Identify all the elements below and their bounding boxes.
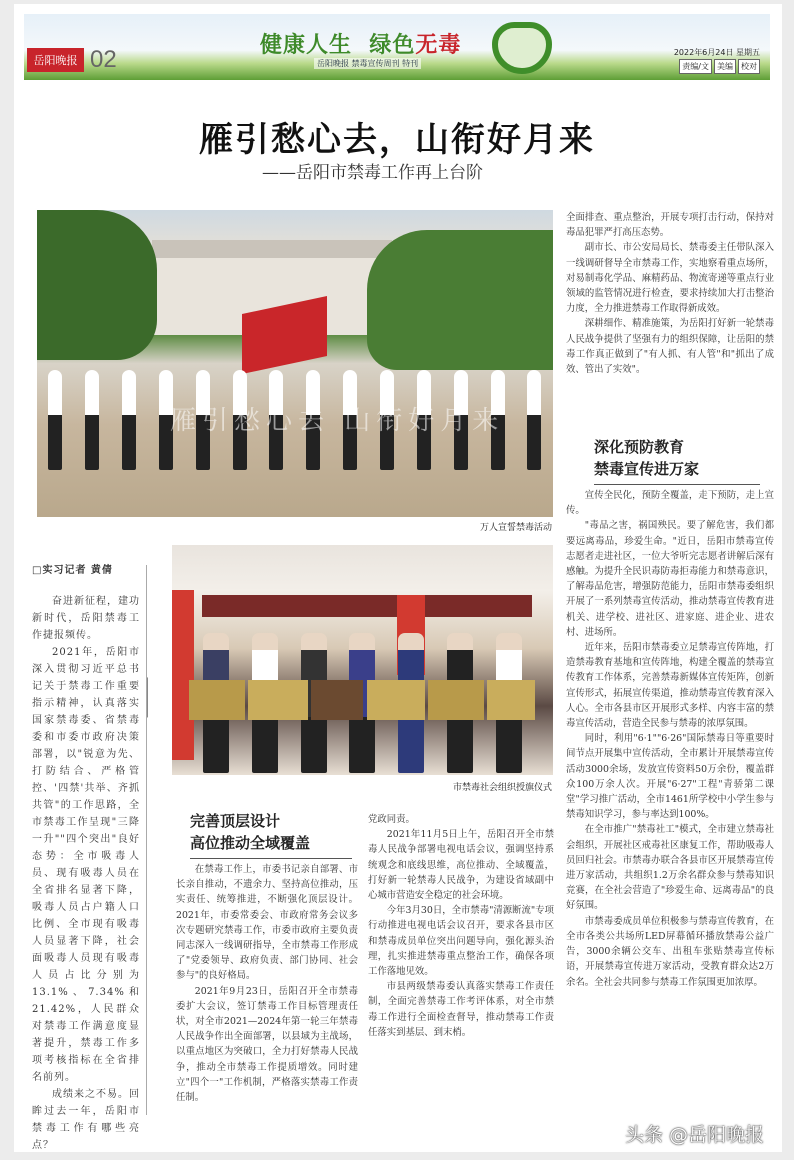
header-banner bbox=[24, 14, 770, 80]
paragraph: 市县两级禁毒委认真落实禁毒工作责任制，全面完善禁毒工作考评体系，对全市禁毒工作进行全面检查督导，推动禁毒工作责任落实到基层、到末梢。 bbox=[368, 981, 554, 1038]
sub-slogan: 岳阳晚报 禁毒宣传周刊 特刊 bbox=[314, 58, 421, 69]
paragraph: 副市长、市公安局局长、禁毒委主任带队深入一线调研督导全市禁毒工作，实地察看重点场所，对易制毒化学品、麻精药品、物流寄递等重点行业领域的监管情况进行检查，要求持续加大打击整治力度，全力推进禁毒工作取得新成效。 bbox=[566, 242, 774, 315]
middle-column-b bbox=[368, 812, 554, 1150]
newspaper-logo: 岳阳晚报 bbox=[27, 48, 84, 72]
paragraph: "毒品之害，祸国殃民。要了解危害，我们都要远离毒品，珍爱生命。"近日，岳阳市禁毒宣传志愿者走进社区，一位大爷听完志愿者讲解后深有感触。为提升全民识毒防毒拒毒能力和禁毒意识，了解毒品危害，增强防范能力，岳阳市禁毒委组织开展了一系列禁毒宣传活动，推动禁毒宣传教育进机关、进学校、进社区、进家庭、进企业、进农村、进场所。 bbox=[566, 520, 774, 638]
heart-logo-icon bbox=[492, 22, 552, 74]
paragraph: 在禁毒工作上，市委书记亲自部署、市长亲自推动，不遗余力、坚持高位推动，压实责任、统筹推进，不断强化顶层设计。2021年，市委常委会、市政府常务会议多次专题研究禁毒工作，市委市政府主要负责同志深入一线调研指导，全市禁毒工作形成了"党委领导、政府负责、部门协同、社会参与"的良好格局。 bbox=[176, 864, 358, 982]
right-column-top bbox=[566, 210, 774, 436]
paragraph: 党政同责。 bbox=[368, 814, 415, 825]
divider-notch bbox=[138, 677, 148, 723]
banners bbox=[187, 680, 537, 720]
heading-line: 禁毒宣传进万家 bbox=[594, 460, 700, 478]
editor-tag: 责编/文 bbox=[679, 59, 712, 74]
watermark: 头条 @岳阳晚报 bbox=[624, 1124, 764, 1146]
photo-oath-ceremony bbox=[37, 210, 553, 517]
slogan-part3: 无毒 bbox=[415, 32, 462, 58]
heading-line: 高位推动全域覆盖 bbox=[190, 834, 311, 852]
paragraph: 市禁毒委成员单位积极参与禁毒宣传教育，在全市各类公共场所LED屏幕循环播放禁毒公益广告，3000余辆公交车、出租车张贴禁毒宣传标语，开展禁毒宣传进万家活动，受教育群众达2万余名。全社会共同参与禁毒工作氛围更加浓厚。 bbox=[566, 915, 774, 988]
editor-tag: 校对 bbox=[738, 59, 760, 74]
paragraph: 宣传全民化，预防全覆盖，走下预防，走上宣传。 bbox=[566, 490, 774, 517]
photo-flag-ceremony bbox=[172, 545, 553, 775]
paragraph: 奋进新征程，建功新时代，岳阳禁毒工作捷报频传。 bbox=[32, 596, 140, 641]
photo1-caption: 万人宣誓禁毒活动 bbox=[479, 523, 552, 533]
paragraph: 近年来，岳阳市禁毒委立足禁毒宣传阵地，打造禁毒教育基地和宣传阵地，构建全覆盖的禁毒宣传教育工作体系，完善禁毒新媒体宣传矩阵，创新宣传形式，拓展宣传渠道，推动禁毒宣传教育深入人心。全市各县市区开展形式多样、内容丰富的禁毒宣传活动，营造全民参与禁毒的浓厚氛围。 bbox=[566, 642, 774, 730]
slogan bbox=[260, 28, 461, 59]
section-heading-prevention bbox=[594, 436, 760, 485]
paragraph: 在全市推广"禁毒社工"模式，全市建立禁毒社会组织，开展社区戒毒社区康复工作，帮助吸毒人员回归社会。市禁毒办联合各县市区开展禁毒宣传进万家活动，共组织1.2万余名群众参与禁毒知识竞赛，在全社会营造了"珍爱生命、远离毒品"的良好氛围。 bbox=[566, 824, 774, 912]
issue-info bbox=[674, 46, 760, 74]
page-number: 02 bbox=[90, 46, 117, 73]
article-title: 雁引愁心去，山衔好月来 bbox=[199, 120, 595, 160]
section-heading-design bbox=[190, 810, 352, 859]
paragraph: 同时，利用"6·1""6·26"国际禁毒日等重要时间节点开展集中宣传活动，全市累计开展禁毒宣传活动3000余场，发放宣传资料50万余份，覆盖群众100万余人次。开展"6·27"工程"青骄第二课堂"学习推广活动，全市1461所学校中小学生参与禁毒知识学习，参与率达到100%。 bbox=[566, 733, 774, 821]
slogan-part2: 绿色 bbox=[369, 32, 416, 58]
paragraph: 2021年9月23日，岳阳召开全市禁毒委扩大会议，签订禁毒工作目标管理责任状，对全市2021—2024年第一轮三年禁毒人民战争作出全面部署，以县域为主战场，以重点地区为突破口，全力打好禁毒人民战争，推动全市禁毒工作提质增效。同时建立"四个一"工作机制，严格落实禁毒工作责任制。 bbox=[176, 985, 358, 1104]
photo2-caption: 市禁毒社会组织授旗仪式 bbox=[452, 783, 552, 793]
middle-column-a bbox=[176, 862, 358, 1150]
byline: □实习记者 黄倩 bbox=[32, 565, 113, 576]
editor-tag: 美编 bbox=[714, 59, 736, 74]
article-subtitle: ——岳阳市禁毒工作再上台阶 bbox=[262, 163, 483, 183]
right-column-bottom bbox=[566, 488, 774, 1148]
slogan-part1: 健康人生 bbox=[260, 32, 353, 58]
column-divider bbox=[146, 565, 147, 1115]
paragraph: 2021年，岳阳市深入贯彻习近平总书记关于禁毒工作重要指示精神，认真落实国家禁毒委、省禁毒委和市委市政府决策部署，以"锐意为先、打防结合、严格管控、'四禁'共举、齐抓共管"的工作思路，全市禁毒工作呈现"三降一升""四个突出"良好态势：全市吸毒人员、现有吸毒人员在全省排名显著下降，吸毒人员占户籍人口比例、全市现有吸毒人员显著下降，社会面吸毒人员现有吸毒人员占比分别为13.1%、7.34%和21.42%，人民群众对禁毒工作满意度显著提升，禁毒工作多项考核指标在全省排名前列。 bbox=[32, 647, 140, 1083]
issue-date: 2022年6月24日 星期五 bbox=[673, 48, 760, 57]
photo-overlay-text: 雁引愁心去 山衔好月来 bbox=[170, 406, 505, 436]
paragraph: 今年3月30日，全市禁毒"清源断流"专项行动推进电视电话会议召开，要求各县市区和禁毒成员单位突出问题导向，强化源头治理，扎实推进禁毒重点整治工作，确保各项工作落地见效。 bbox=[368, 905, 554, 978]
heading-line: 深化预防教育 bbox=[594, 438, 685, 456]
paragraph: 深耕细作、精准施策，为岳阳打好新一轮禁毒人民战争提供了坚强有力的组织保障，让岳阳的禁毒工作真正做到了"有人抓、有人管"和"抓出了成效、管出了实效"。 bbox=[566, 318, 774, 376]
paragraph: 全面排查、重点整治，开展专项打击行动，保持对毒品犯罪严打高压态势。 bbox=[566, 212, 774, 239]
left-column bbox=[32, 562, 140, 1151]
paragraph: 成绩来之不易。回眸过去一年，岳阳市禁毒工作有哪些亮点？ bbox=[32, 1089, 140, 1151]
paragraph: 2021年11月5日上午，岳阳召开全市禁毒人民战争部署电视电话会议，强调坚持系统观念和底线思维，高位推动、全域覆盖，打好新一轮禁毒人民战争，为建设省域副中心城市营造安全稳定的社会环境。 bbox=[368, 829, 554, 902]
heading-line: 完善顶层设计 bbox=[190, 812, 281, 830]
